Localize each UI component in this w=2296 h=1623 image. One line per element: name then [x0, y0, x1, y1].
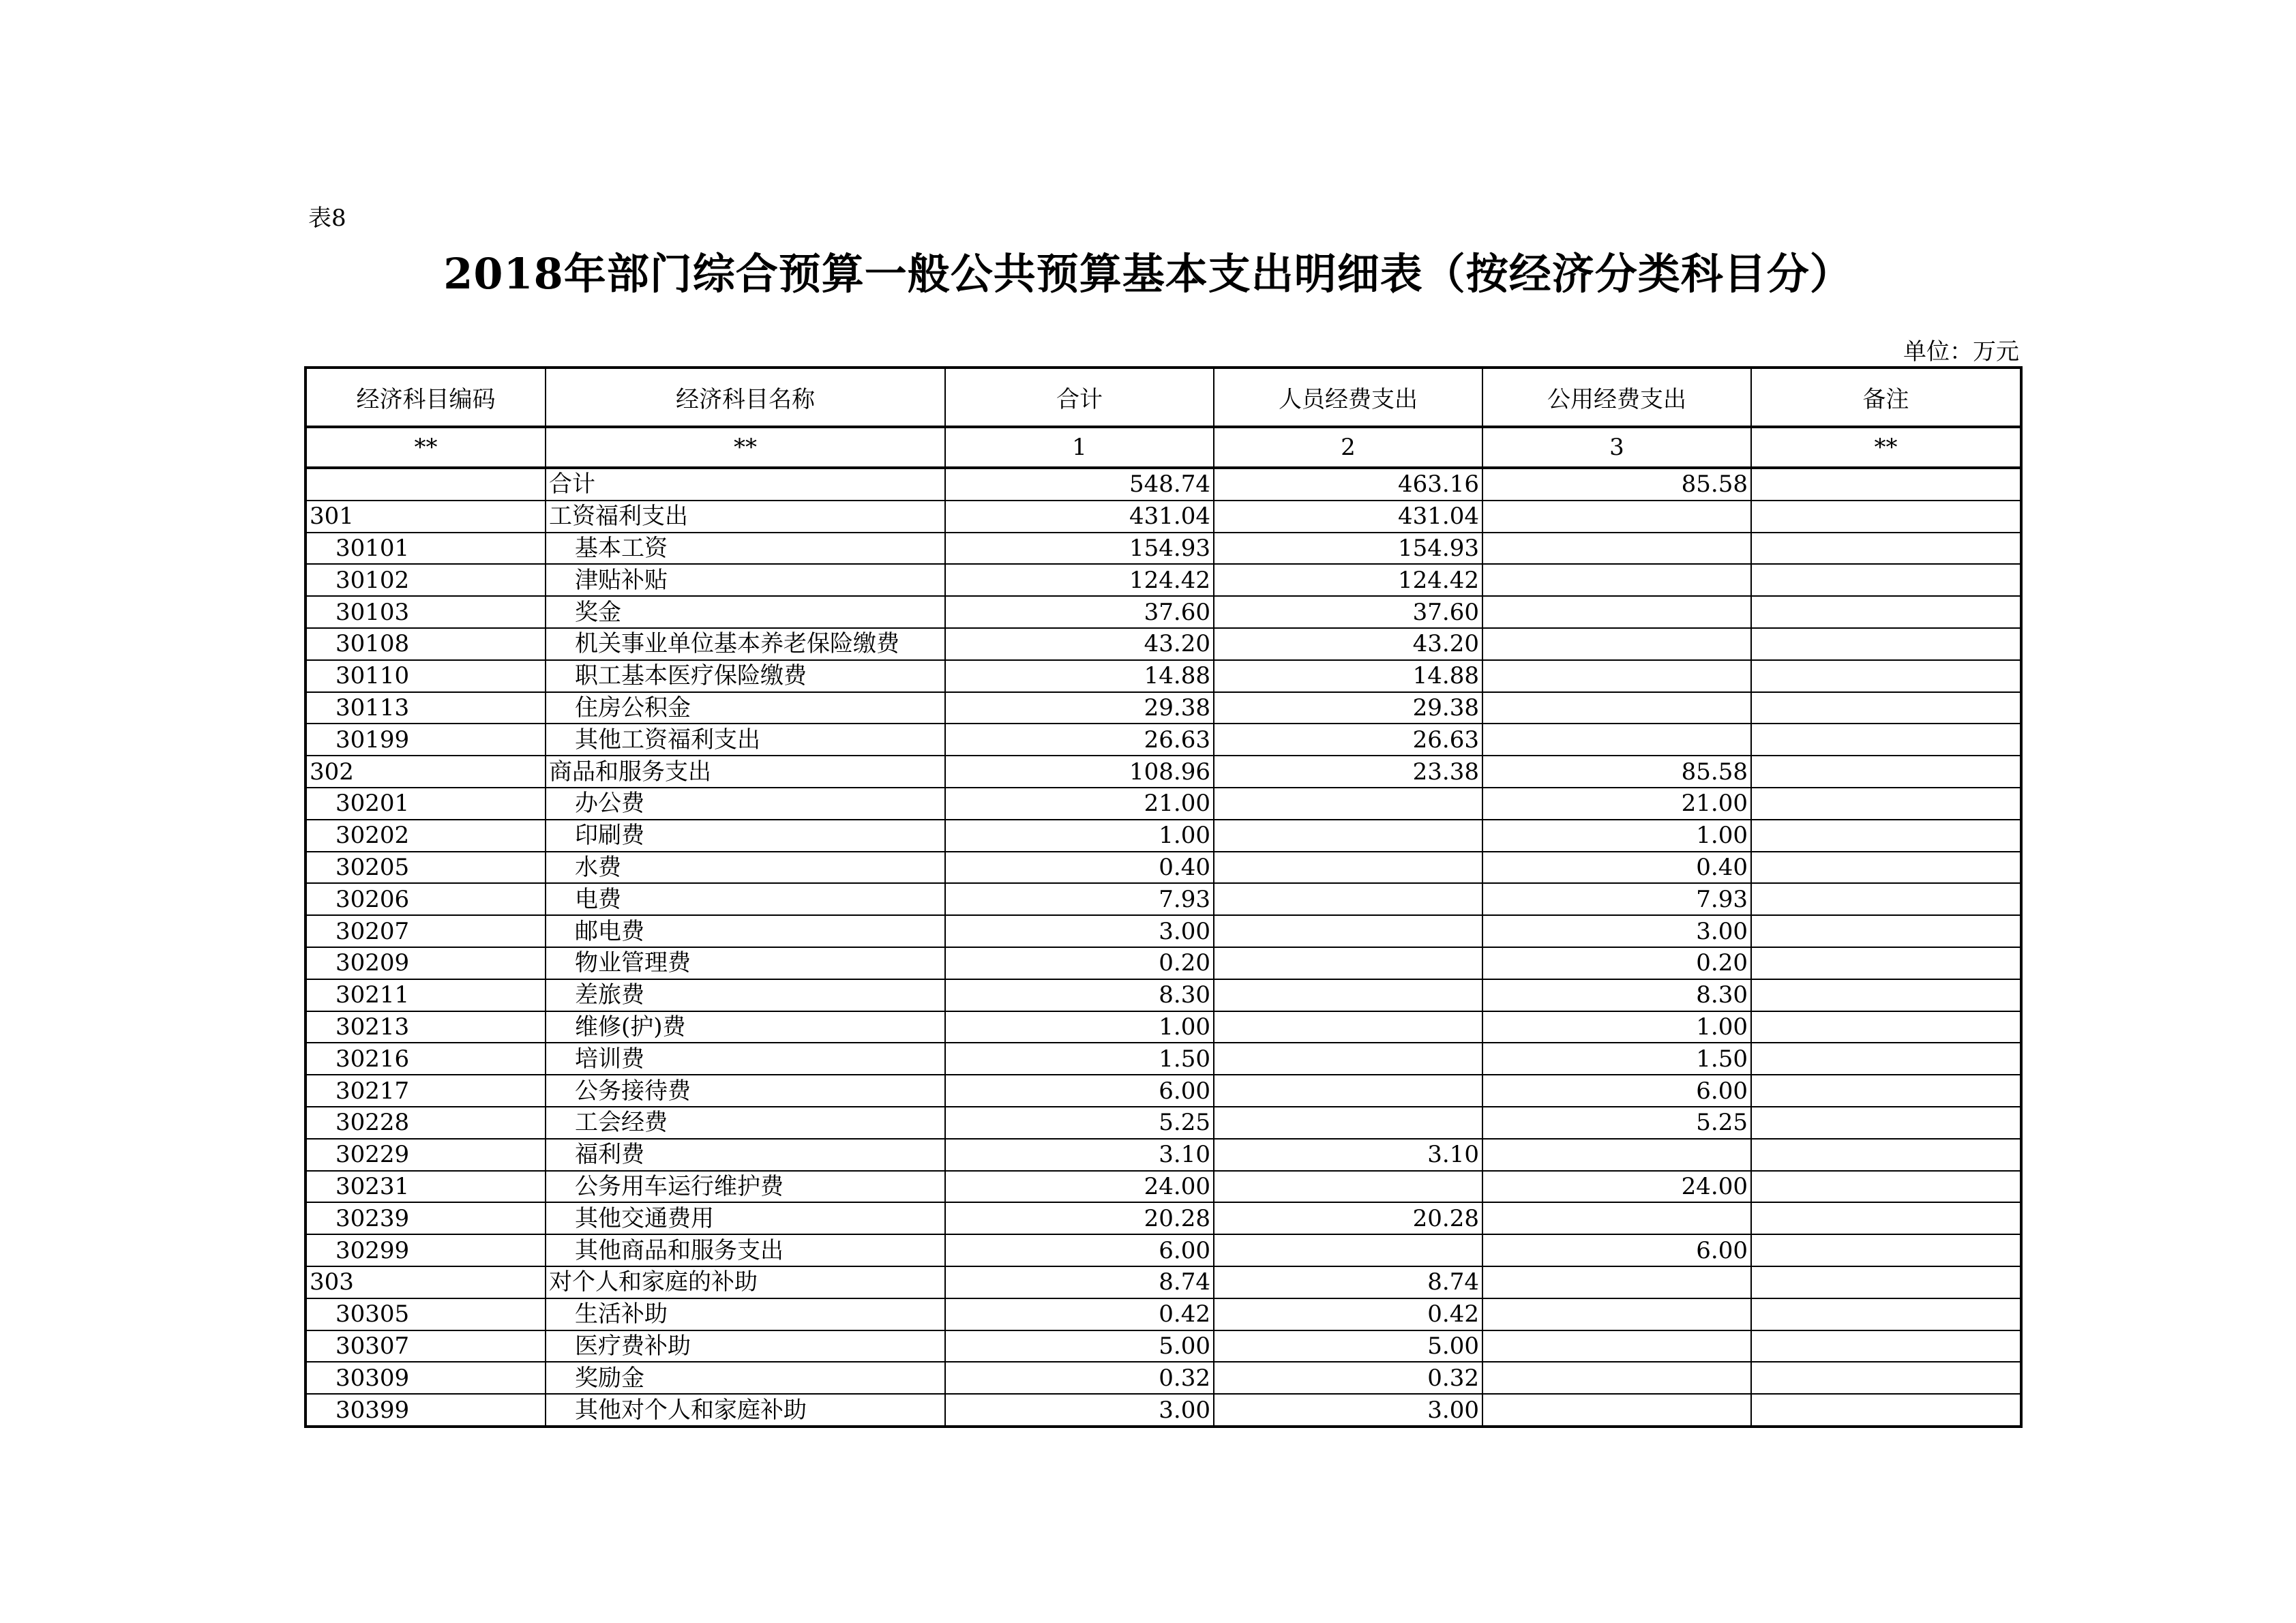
table-row [305, 1011, 2021, 1043]
cell-total: 24.00 [945, 1171, 1214, 1203]
table-row [305, 1075, 2021, 1107]
cell-name: 津贴补贴 [546, 564, 945, 596]
cell-total: 7.93 [945, 883, 1214, 915]
cell-name: 公务接待费 [546, 1075, 945, 1107]
cell-public: 8.30 [1482, 979, 1751, 1011]
cell-code: 30113 [305, 692, 546, 724]
cell-name: 邮电费 [546, 915, 945, 947]
cell-code: 30216 [305, 1043, 546, 1075]
cell-code: 30299 [305, 1234, 546, 1266]
cell-public [1482, 1362, 1751, 1394]
table-row [305, 1202, 2021, 1234]
column-header-public: 公用经费支出 [1482, 368, 1751, 427]
index-cell: ** [1751, 427, 2021, 468]
cell-public: 0.20 [1482, 947, 1751, 979]
cell-note [1751, 1107, 2021, 1139]
cell-personnel: 124.42 [1214, 564, 1482, 596]
table-row [305, 724, 2021, 756]
table-row [305, 1266, 2021, 1298]
cell-code: 30103 [305, 596, 546, 628]
cell-public [1482, 1202, 1751, 1234]
cell-personnel: 154.93 [1214, 533, 1482, 565]
table-row [305, 501, 2021, 533]
cell-name: 生活补助 [546, 1298, 945, 1330]
cell-public [1482, 533, 1751, 565]
cell-code: 30205 [305, 852, 546, 884]
cell-name: 培训费 [546, 1043, 945, 1075]
cell-personnel: 0.32 [1214, 1362, 1482, 1394]
table-body [305, 468, 2021, 1427]
cell-total: 1.50 [945, 1043, 1214, 1075]
table-index-row [305, 427, 2021, 468]
cell-personnel: 14.88 [1214, 660, 1482, 692]
cell-personnel: 0.42 [1214, 1298, 1482, 1330]
cell-public: 85.58 [1482, 468, 1751, 501]
cell-code: 30108 [305, 628, 546, 660]
cell-personnel: 20.28 [1214, 1202, 1482, 1234]
cell-code: 30101 [305, 533, 546, 565]
cell-public: 24.00 [1482, 1171, 1751, 1203]
cell-note [1751, 1011, 2021, 1043]
table-number-label: 表8 [308, 205, 346, 232]
cell-name: 其他商品和服务支出 [546, 1234, 945, 1266]
cell-note [1751, 788, 2021, 820]
cell-personnel [1214, 820, 1482, 852]
cell-code: 30202 [305, 820, 546, 852]
cell-code: 30309 [305, 1362, 546, 1394]
cell-public: 7.93 [1482, 883, 1751, 915]
cell-note [1751, 852, 2021, 884]
cell-code: 30229 [305, 1139, 546, 1171]
cell-code: 30228 [305, 1107, 546, 1139]
cell-personnel: 8.74 [1214, 1266, 1482, 1298]
cell-name: 物业管理费 [546, 947, 945, 979]
cell-note [1751, 724, 2021, 756]
table-row [305, 1394, 2021, 1427]
cell-note [1751, 468, 2021, 501]
cell-code: 30199 [305, 724, 546, 756]
cell-note [1751, 756, 2021, 788]
cell-code: 30201 [305, 788, 546, 820]
index-cell: ** [546, 427, 945, 468]
cell-name: 福利费 [546, 1139, 945, 1171]
cell-code: 30209 [305, 947, 546, 979]
cell-total: 29.38 [945, 692, 1214, 724]
cell-name: 电费 [546, 883, 945, 915]
cell-name: 维修(护)费 [546, 1011, 945, 1043]
cell-total: 154.93 [945, 533, 1214, 565]
cell-public: 6.00 [1482, 1234, 1751, 1266]
cell-note [1751, 947, 2021, 979]
cell-personnel [1214, 947, 1482, 979]
cell-personnel: 5.00 [1214, 1330, 1482, 1363]
cell-note [1751, 1234, 2021, 1266]
table-row [305, 1043, 2021, 1075]
cell-note [1751, 1075, 2021, 1107]
cell-code [305, 468, 546, 501]
cell-name: 工会经费 [546, 1107, 945, 1139]
cell-name: 印刷费 [546, 820, 945, 852]
cell-code: 302 [305, 756, 546, 788]
cell-name: 商品和服务支出 [546, 756, 945, 788]
cell-personnel: 3.00 [1214, 1394, 1482, 1427]
cell-code: 30305 [305, 1298, 546, 1330]
cell-public [1482, 692, 1751, 724]
cell-note [1751, 501, 2021, 533]
table-row [305, 692, 2021, 724]
cell-total: 5.25 [945, 1107, 1214, 1139]
cell-code: 30217 [305, 1075, 546, 1107]
table-row [305, 628, 2021, 660]
cell-code: 30213 [305, 1011, 546, 1043]
cell-name: 差旅费 [546, 979, 945, 1011]
cell-personnel [1214, 1011, 1482, 1043]
cell-note [1751, 1266, 2021, 1298]
cell-name: 机关事业单位基本养老保险缴费 [546, 628, 945, 660]
cell-public: 3.00 [1482, 915, 1751, 947]
cell-public [1482, 1298, 1751, 1330]
cell-total: 1.00 [945, 1011, 1214, 1043]
cell-personnel [1214, 979, 1482, 1011]
cell-total: 14.88 [945, 660, 1214, 692]
table-row [305, 660, 2021, 692]
table-row [305, 1171, 2021, 1203]
cell-note [1751, 1394, 2021, 1427]
index-cell: 1 [945, 427, 1214, 468]
cell-personnel [1214, 1075, 1482, 1107]
cell-total: 3.10 [945, 1139, 1214, 1171]
cell-code: 30231 [305, 1171, 546, 1203]
cell-public [1482, 501, 1751, 533]
cell-name: 奖励金 [546, 1362, 945, 1394]
cell-public [1482, 1139, 1751, 1171]
cell-note [1751, 979, 2021, 1011]
cell-public: 1.00 [1482, 1011, 1751, 1043]
cell-total: 21.00 [945, 788, 1214, 820]
cell-note [1751, 1043, 2021, 1075]
table-row [305, 756, 2021, 788]
cell-personnel [1214, 852, 1482, 884]
cell-code: 30102 [305, 564, 546, 596]
cell-public [1482, 660, 1751, 692]
cell-public: 0.40 [1482, 852, 1751, 884]
table-row [305, 533, 2021, 565]
cell-note [1751, 533, 2021, 565]
budget-table [304, 366, 2023, 1428]
cell-name: 办公费 [546, 788, 945, 820]
cell-total: 1.00 [945, 820, 1214, 852]
cell-note [1751, 660, 2021, 692]
cell-total: 548.74 [945, 468, 1214, 501]
cell-name: 医疗费补助 [546, 1330, 945, 1363]
cell-personnel [1214, 1234, 1482, 1266]
cell-name: 基本工资 [546, 533, 945, 565]
page-title: 2018年部门综合预算一般公共预算基本支出明细表（按经济分类科目分） [443, 249, 1853, 299]
cell-name: 对个人和家庭的补助 [546, 1266, 945, 1298]
table-row [305, 1139, 2021, 1171]
table-row [305, 788, 2021, 820]
cell-name: 水费 [546, 852, 945, 884]
cell-personnel [1214, 915, 1482, 947]
cell-personnel: 43.20 [1214, 628, 1482, 660]
cell-public [1482, 1394, 1751, 1427]
table-row [305, 1298, 2021, 1330]
cell-total: 3.00 [945, 1394, 1214, 1427]
table-row [305, 979, 2021, 1011]
cell-name: 住房公积金 [546, 692, 945, 724]
cell-name: 其他交通费用 [546, 1202, 945, 1234]
cell-code: 303 [305, 1266, 546, 1298]
unit-label: 单位：万元 [1903, 338, 2019, 366]
column-header-note: 备注 [1751, 368, 2021, 427]
cell-note [1751, 1202, 2021, 1234]
table-row [305, 1330, 2021, 1363]
table-row [305, 596, 2021, 628]
cell-total: 8.30 [945, 979, 1214, 1011]
cell-public: 21.00 [1482, 788, 1751, 820]
cell-name: 公务用车运行维护费 [546, 1171, 945, 1203]
cell-total: 6.00 [945, 1075, 1214, 1107]
cell-note [1751, 564, 2021, 596]
table-row [305, 1107, 2021, 1139]
table-row [305, 468, 2021, 501]
cell-total: 6.00 [945, 1234, 1214, 1266]
cell-name: 职工基本医疗保险缴费 [546, 660, 945, 692]
cell-note [1751, 1139, 2021, 1171]
column-header-code: 经济科目编码 [305, 368, 546, 427]
cell-public [1482, 596, 1751, 628]
index-cell: ** [305, 427, 546, 468]
column-header-total: 合计 [945, 368, 1214, 427]
cell-total: 3.00 [945, 915, 1214, 947]
cell-total: 43.20 [945, 628, 1214, 660]
table-row [305, 1362, 2021, 1394]
cell-public: 1.50 [1482, 1043, 1751, 1075]
cell-personnel [1214, 1171, 1482, 1203]
cell-name: 其他对个人和家庭补助 [546, 1394, 945, 1427]
table-row [305, 883, 2021, 915]
cell-public [1482, 1330, 1751, 1363]
cell-total: 0.32 [945, 1362, 1214, 1394]
cell-note [1751, 628, 2021, 660]
cell-note [1751, 915, 2021, 947]
cell-note [1751, 596, 2021, 628]
cell-public [1482, 1266, 1751, 1298]
cell-total: 0.42 [945, 1298, 1214, 1330]
cell-name: 奖金 [546, 596, 945, 628]
cell-personnel: 29.38 [1214, 692, 1482, 724]
cell-public [1482, 724, 1751, 756]
cell-personnel: 431.04 [1214, 501, 1482, 533]
cell-name: 工资福利支出 [546, 501, 945, 533]
column-header-name: 经济科目名称 [546, 368, 945, 427]
cell-public: 85.58 [1482, 756, 1751, 788]
cell-personnel [1214, 788, 1482, 820]
cell-note [1751, 692, 2021, 724]
cell-personnel: 37.60 [1214, 596, 1482, 628]
table-row [305, 564, 2021, 596]
cell-personnel [1214, 883, 1482, 915]
cell-total: 37.60 [945, 596, 1214, 628]
cell-public [1482, 628, 1751, 660]
cell-personnel [1214, 1043, 1482, 1075]
cell-note [1751, 883, 2021, 915]
cell-code: 30206 [305, 883, 546, 915]
table-row [305, 852, 2021, 884]
table-row [305, 820, 2021, 852]
table-row [305, 915, 2021, 947]
cell-name: 其他工资福利支出 [546, 724, 945, 756]
cell-total: 431.04 [945, 501, 1214, 533]
cell-public: 1.00 [1482, 820, 1751, 852]
cell-note [1751, 1330, 2021, 1363]
column-header-personnel: 人员经费支出 [1214, 368, 1482, 427]
table-row [305, 1234, 2021, 1266]
cell-total: 108.96 [945, 756, 1214, 788]
cell-personnel [1214, 1107, 1482, 1139]
cell-code: 30307 [305, 1330, 546, 1363]
cell-code: 30110 [305, 660, 546, 692]
index-cell: 3 [1482, 427, 1751, 468]
cell-public [1482, 564, 1751, 596]
cell-code: 30207 [305, 915, 546, 947]
cell-note [1751, 1298, 2021, 1330]
table-header-row [305, 368, 2021, 427]
cell-public: 5.25 [1482, 1107, 1751, 1139]
cell-note [1751, 820, 2021, 852]
cell-total: 0.20 [945, 947, 1214, 979]
cell-code: 301 [305, 501, 546, 533]
cell-code: 30239 [305, 1202, 546, 1234]
table-row [305, 947, 2021, 979]
cell-public: 6.00 [1482, 1075, 1751, 1107]
cell-note [1751, 1362, 2021, 1394]
index-cell: 2 [1214, 427, 1482, 468]
cell-personnel: 26.63 [1214, 724, 1482, 756]
cell-total: 20.28 [945, 1202, 1214, 1234]
cell-total: 5.00 [945, 1330, 1214, 1363]
cell-personnel: 3.10 [1214, 1139, 1482, 1171]
cell-name: 合计 [546, 468, 945, 501]
cell-total: 124.42 [945, 564, 1214, 596]
cell-code: 30399 [305, 1394, 546, 1427]
cell-note [1751, 1171, 2021, 1203]
cell-code: 30211 [305, 979, 546, 1011]
cell-personnel: 463.16 [1214, 468, 1482, 501]
cell-personnel: 23.38 [1214, 756, 1482, 788]
cell-total: 26.63 [945, 724, 1214, 756]
cell-total: 8.74 [945, 1266, 1214, 1298]
cell-total: 0.40 [945, 852, 1214, 884]
